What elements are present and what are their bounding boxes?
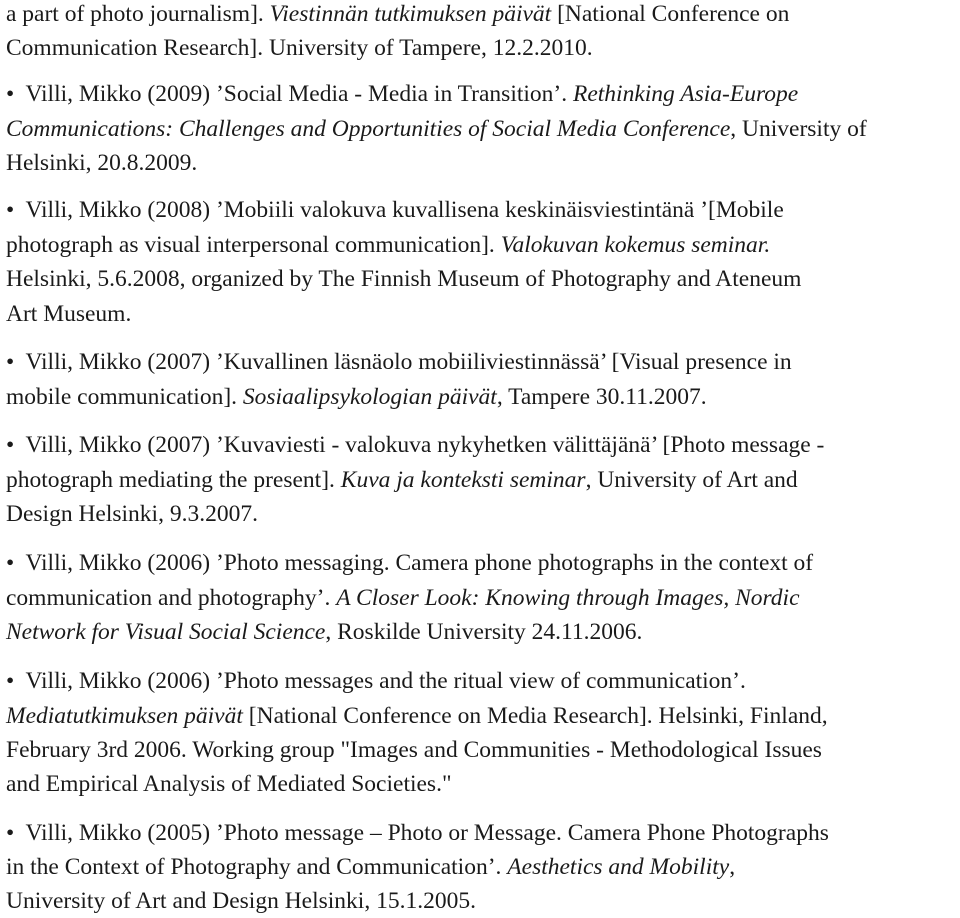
- entry-text: Communication Research]. University of Tampere, 12.2.2010.: [6, 35, 593, 61]
- entry-text: University of Art and Design Helsinki, 15.1.2005.: [6, 888, 476, 914]
- entry-venue: Rethinking Asia-Europe: [572, 81, 799, 107]
- entry-venue: Sosiaalipsykologian päivät: [242, 384, 497, 410]
- entry-line: [6, 428, 824, 462]
- entry-line: [6, 816, 829, 850]
- entry-line: [6, 112, 867, 146]
- entry-text: photograph mediating the present].: [6, 467, 341, 493]
- entry-text: [National Conference on Media Research]. Helsinki, Finland,: [242, 703, 828, 729]
- entry-text: communication and photography’.: [6, 585, 337, 611]
- entry-line: [6, 31, 593, 65]
- entry-text: Helsinki, 5.6.2008, organized by The Finnish Museum of Photography and Ateneum: [6, 266, 802, 292]
- entry-text: and Empirical Analysis of Mediated Societies.": [6, 771, 452, 797]
- entry-text: Villi, Mikko (2009) ’Social Media - Media in Transition’.: [20, 81, 573, 107]
- entry-line: [6, 699, 828, 733]
- bullet-icon: •: [6, 550, 15, 576]
- bullet-icon: •: [6, 197, 15, 223]
- entry-line: [6, 497, 258, 531]
- entry-text: ,: [729, 854, 736, 880]
- bullet-icon: •: [6, 432, 15, 458]
- entry-text: [National Conference on: [551, 1, 790, 27]
- entry-text: , Tampere 30.11.2007.: [496, 384, 707, 410]
- entry-venue: A Closer Look: Knowing through Images, Nordic: [336, 585, 800, 611]
- entry-text: , University of: [730, 116, 867, 142]
- entry-text: Villi, Mikko (2008) ’Mobiili valokuva kuvallisena keskinäisviestintänä ’[Mobile: [20, 197, 784, 223]
- entry-line: [6, 884, 476, 918]
- entry-text: Villi, Mikko (2007) ’Kuvallinen läsnäolo mobiiliviestinnässä’ [Visual presence in: [20, 349, 792, 375]
- entry-line: [6, 297, 131, 331]
- entry-text: Villi, Mikko (2007) ’Kuvaviesti - valokuva nykyhetken välittäjänä’ [Photo message -: [20, 432, 825, 458]
- entry-line: [6, 546, 813, 580]
- entry-line: [6, 581, 800, 615]
- bullet-icon: •: [6, 349, 15, 375]
- entry-text: , University of Art and: [585, 467, 798, 493]
- entry-line: [6, 193, 784, 227]
- bullet-icon: •: [6, 81, 15, 107]
- entry-line: [6, 228, 770, 262]
- entry-venue: Network for Visual Social Science: [6, 619, 326, 645]
- entry-line: [6, 77, 798, 111]
- entry-text: Art Museum.: [6, 301, 132, 327]
- entry-text: Villi, Mikko (2006) ’Photo messages and the ritual view of communication’.: [20, 668, 746, 694]
- entry-line: [6, 463, 798, 497]
- entry-text: photograph as visual interpersonal communication].: [6, 232, 501, 258]
- entry-text: Villi, Mikko (2005) ’Photo message – Photo or Message. Camera Phone Photographs: [20, 820, 829, 846]
- entry-text: , Roskilde University 24.11.2006.: [325, 619, 643, 645]
- entry-line: [6, 0, 789, 31]
- entry-venue: Viestinnän tutkimuksen päivät: [269, 1, 552, 27]
- entry-venue: Mediatutkimuksen päivät: [6, 703, 243, 729]
- entry-line: [6, 380, 707, 414]
- entry-text: February 3rd 2006. Working group "Images and Communities - Methodological Issues: [6, 737, 822, 763]
- bullet-icon: •: [6, 820, 15, 846]
- entry-text: mobile communication].: [6, 384, 243, 410]
- entry-line: [6, 146, 197, 180]
- entry-text: a part of photo journalism].: [6, 1, 270, 27]
- entry-text: Villi, Mikko (2006) ’Photo messaging. Camera phone photographs in the context of: [20, 550, 814, 576]
- bullet-icon: •: [6, 668, 15, 694]
- entry-line: [6, 850, 735, 884]
- entry-line: [6, 615, 642, 649]
- entry-text: in the Context of Photography and Communication’.: [6, 854, 508, 880]
- entry-line: [6, 345, 792, 379]
- entry-venue: Valokuvan kokemus seminar.: [500, 232, 771, 258]
- entry-line: [6, 664, 746, 698]
- entry-venue: Aesthetics and Mobility: [507, 854, 730, 880]
- entry-line: [6, 262, 801, 296]
- entry-line: [6, 767, 452, 801]
- entry-text: Design Helsinki, 9.3.2007.: [6, 501, 258, 527]
- entry-venue: Communications: Challenges and Opportunities of Social Media Conference: [6, 116, 731, 142]
- entry-line: [6, 733, 822, 767]
- entry-venue: Kuva ja konteksti seminar: [340, 467, 586, 493]
- entry-text: Helsinki, 20.8.2009.: [6, 150, 198, 176]
